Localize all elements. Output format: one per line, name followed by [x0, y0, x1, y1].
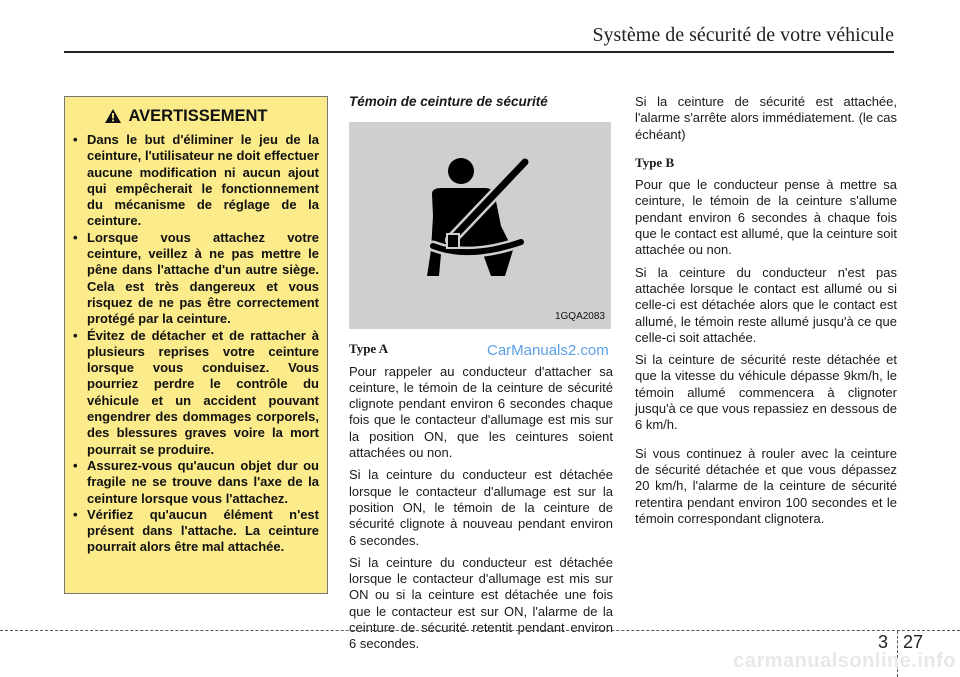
warning-triangle-icon — [104, 108, 122, 124]
warning-item: • Assurez-vous qu'aucun objet dur ou fragile ne se trouve dans l'axe de la ceinture lorsque vous l'attachez. — [73, 458, 319, 507]
section-number: 3 — [878, 632, 889, 652]
column-middle — [349, 94, 613, 659]
footer-rule — [0, 630, 960, 631]
page-number: 27 — [903, 632, 924, 652]
type-b-paragraph: Si vous continuez à rouler avec la ceinture de sécurité détachée et que vous dépassez 20 km/h, l'alarme de la ceinture de sécurité retentira pendant environ 100 secondes et le témoin correspondant clignotera. — [635, 445, 897, 526]
warning-item: • Lorsque vous attachez votre ceinture, veillez à ne pas mettre le pêne dans l'attache d'un autre siège. Cela est très dangereux et vous risquez de ne pas être correctement protégé par la ceinture. — [73, 230, 319, 328]
alarm-stop-paragraph: Si la ceinture de sécurité est attachée, l'alarme s'arrête alors immédiatement. (le cas échéant) — [635, 94, 897, 142]
watermark: CarManuals2.com — [487, 342, 609, 359]
type-b-paragraph: Si la ceinture de sécurité reste détachée et que la vitesse du véhicule dépasse 9km/h, le témoin allumé commencera à clignoter jusqu'à ce que vous repassiez en dessous de 6 km/h. — [635, 352, 897, 433]
warning-box — [64, 96, 328, 594]
type-a-paragraph: Si la ceinture du conducteur est détachée lorsque le contacteur d'allumage est sur la position ON, le témoin de la ceinture de sécurité clignote à nouveau pendant environ 6 secondes. — [349, 467, 613, 548]
type-b-paragraph: Si la ceinture du conducteur n'est pas attachée lorsque le contact est allumé ou si celle-ci est détachée alors que le contact est allumé, le témoin reste allumé jusqu'à ce que celle-ci soit attachée. — [635, 264, 897, 345]
column-right — [635, 94, 897, 533]
warning-item: • Vérifiez qu'aucun élément n'est présent dans l'attache. La ceinture pourrait alors être mal attachée. — [73, 507, 319, 556]
seatbelt-figure — [349, 122, 611, 329]
header-rule — [64, 51, 894, 53]
warning-heading — [53, 105, 319, 127]
warning-item: • Évitez de détacher et de rattacher à plusieurs reprises votre ceinture lorsque vous conduisez. Vous pourriez perdre le contrôle du véhicule et un accident pouvant engendrer des dommages corporels, des blessures graves voire la mort pourrait se produire. — [73, 328, 319, 458]
type-b-paragraph: Pour que le conducteur pense à mettre sa ceinture, le témoin de la ceinture s'allume pendant environ 6 secondes à chaque fois que le contact est allumé, que la ceinture soit attachée ou non. — [635, 177, 897, 258]
type-a-label: Type A — [349, 341, 389, 357]
warning-list — [73, 132, 319, 556]
figure-caption: 1GQA2083 — [554, 311, 605, 322]
warning-title: AVERTISSEMENT — [128, 106, 268, 125]
page-header-title: Système de sécurité de votre véhicule — [592, 24, 894, 46]
section-title: Témoin de ceinture de sécurité — [349, 94, 548, 109]
warning-item: • Dans le but d'éliminer le jeu de la ceinture, l'utilisateur ne doit effectuer aucune modification ni aucun ajout qui empêcherait le fonctionnement du mécanisme de réglage de la ceinture. — [73, 132, 319, 230]
seatbelt-icon — [349, 122, 611, 329]
type-a-paragraph: Pour rappeler au conducteur d'attacher sa ceinture, le témoin de la ceinture de sécurité clignote pendant environ 6 secondes chaque fois que le contacteur d'allumage est mis sur la position ON, que les ceintures soient attachées ou non. — [349, 363, 613, 461]
site-watermark: carmanualsonline.info — [733, 650, 956, 672]
type-b-label: Type B — [635, 154, 675, 170]
type-a-paragraph: Si la ceinture du conducteur est détachée lorsque le contacteur d'allumage est mis sur ON ou si la ceinture est détachée une fois que le contacteur est sur ON, l'alarme de la ceinture de sécurité retentit pendant environ 6 secondes. — [349, 554, 613, 652]
